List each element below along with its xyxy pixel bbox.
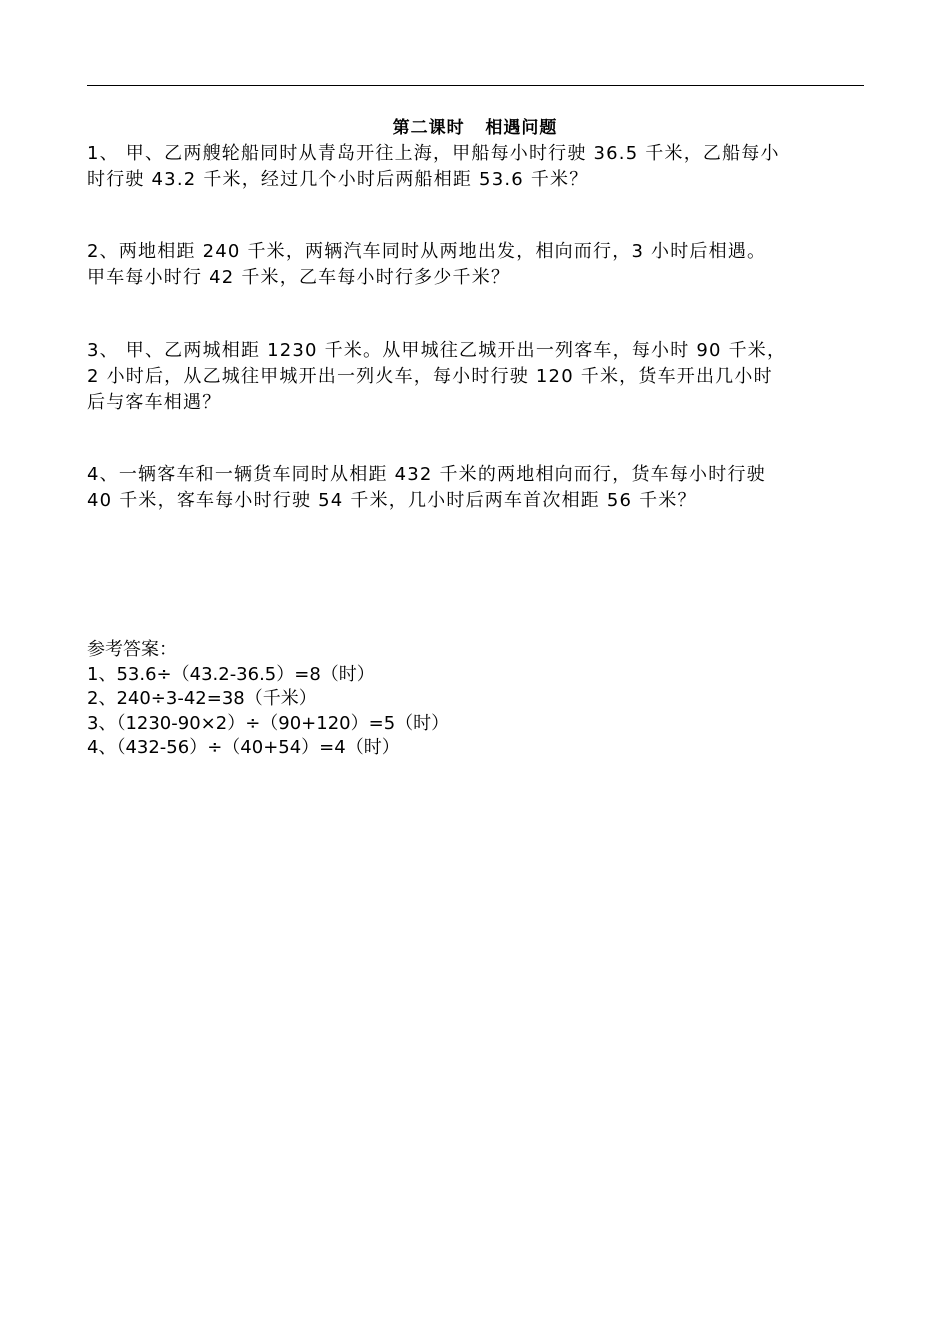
question-2-line-1: 2、两地相距 240 千米，两辆汽车同时从两地出发，相向而行，3 小时后相遇。 <box>87 241 767 262</box>
answer-key <box>87 638 787 761</box>
question-3 <box>87 338 867 416</box>
header-rule <box>87 85 864 86</box>
question-3-line-3: 后与客车相遇？ <box>87 392 222 413</box>
question-4-line-2: 40 千米，客车每小时行驶 54 千米，几小时后两车首次相距 56 千米？ <box>87 490 697 511</box>
answer-key-heading: 参考答案： <box>87 639 177 660</box>
question-1-line-1: 1、 甲、乙两艘轮船同时从青岛开往上海，甲船每小时行驶 36.5 千米，乙船每小 <box>87 143 780 164</box>
question-1 <box>87 141 867 193</box>
question-4-line-1: 4、一辆客车和一辆货车同时从相距 432 千米的两地相向而行，货车每小时行驶 <box>87 464 766 485</box>
answer-item-2: 2、240÷3-42=38（千米） <box>87 688 317 709</box>
question-2 <box>87 239 867 291</box>
question-3-line-1: 3、 甲、乙两城相距 1230 千米。从甲城往乙城开出一列客车，每小时 90 千米， <box>87 340 787 361</box>
page-title: 第二课时 相遇问题 <box>392 118 558 138</box>
question-1-line-2: 时行驶 43.2 千米，经过几个小时后两船相距 53.6 千米？ <box>87 169 589 190</box>
answer-item-4: 4、（432-56）÷（40+54）=4（时） <box>87 737 400 758</box>
question-3-line-2: 2 小时后，从乙城往甲城开出一列火车，每小时行驶 120 千米，货车开出几小时 <box>87 366 773 387</box>
question-2-line-2: 甲车每小时行 42 千米，乙车每小时行多少千米？ <box>87 267 511 288</box>
answer-item-3: 3、（1230-90×2）÷（90+120）=5（时） <box>87 712 450 734</box>
answer-item-1: 1、53.6÷（43.2-36.5）=8（时） <box>87 663 375 685</box>
question-4 <box>87 462 867 514</box>
